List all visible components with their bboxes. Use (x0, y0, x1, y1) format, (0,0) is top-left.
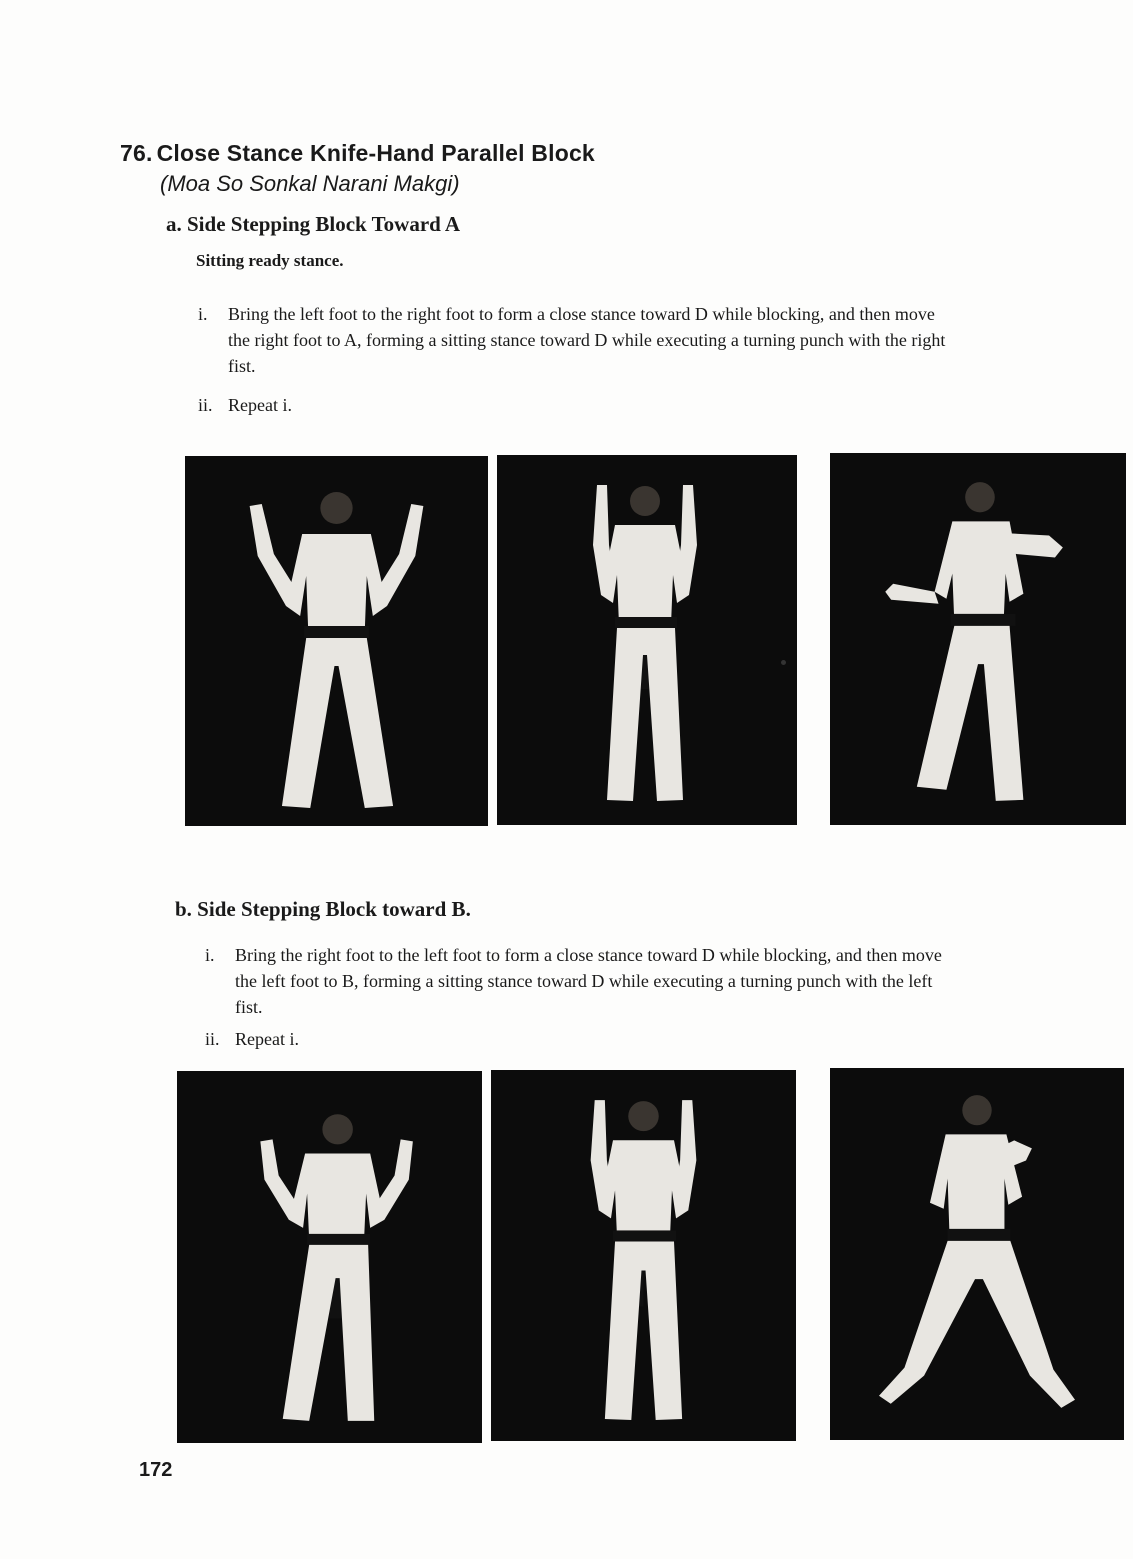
part-b-step-2 (205, 1026, 505, 1054)
step-marker: i. (205, 945, 215, 965)
ready-stance-label: Sitting ready stance. (196, 251, 344, 270)
step-text: Repeat i. (228, 395, 292, 415)
step-text: Bring the right foot to the left foot to form a close stance toward D while blocking, and then move the left foot to B, forming a sitting stance toward D while executing a turning punch with the left fist. (235, 945, 942, 1017)
photo-b-2-knife-hand-block (491, 1070, 796, 1441)
photo-b-3-turning-punch (830, 1068, 1124, 1440)
step-marker: ii. (198, 395, 213, 415)
section-number: 76. (120, 140, 153, 166)
part-b-step-1 (205, 942, 965, 1022)
section-title (120, 140, 595, 167)
part-a-step-2 (198, 392, 498, 420)
photo-b-1-hands-raised (177, 1071, 482, 1443)
photo-a-2-knife-hand-block (497, 455, 797, 825)
section-subtitle: (Moa So Sonkal Narani Makgi) (160, 171, 460, 196)
step-text: Bring the left foot to the right foot to form a close stance toward D while blocking, and then move the right foot to A, forming a sitting stance toward D while executing a turning punch with the right fist. (228, 304, 946, 376)
photo-a-3-turning-punch (830, 453, 1126, 825)
step-marker: ii. (205, 1029, 220, 1049)
step-marker: i. (198, 304, 208, 324)
step-text: Repeat i. (235, 1029, 299, 1049)
section-title-text: Close Stance Knife-Hand Parallel Block (156, 140, 595, 166)
part-a-step-1 (198, 301, 958, 381)
part-b-heading: b. Side Stepping Block toward B. (175, 897, 471, 921)
photo-a-1-hands-raised (185, 456, 488, 826)
print-speck (781, 660, 786, 665)
part-a-heading: a. Side Stepping Block Toward A (166, 212, 461, 236)
page-number: 172 (139, 1459, 173, 1481)
